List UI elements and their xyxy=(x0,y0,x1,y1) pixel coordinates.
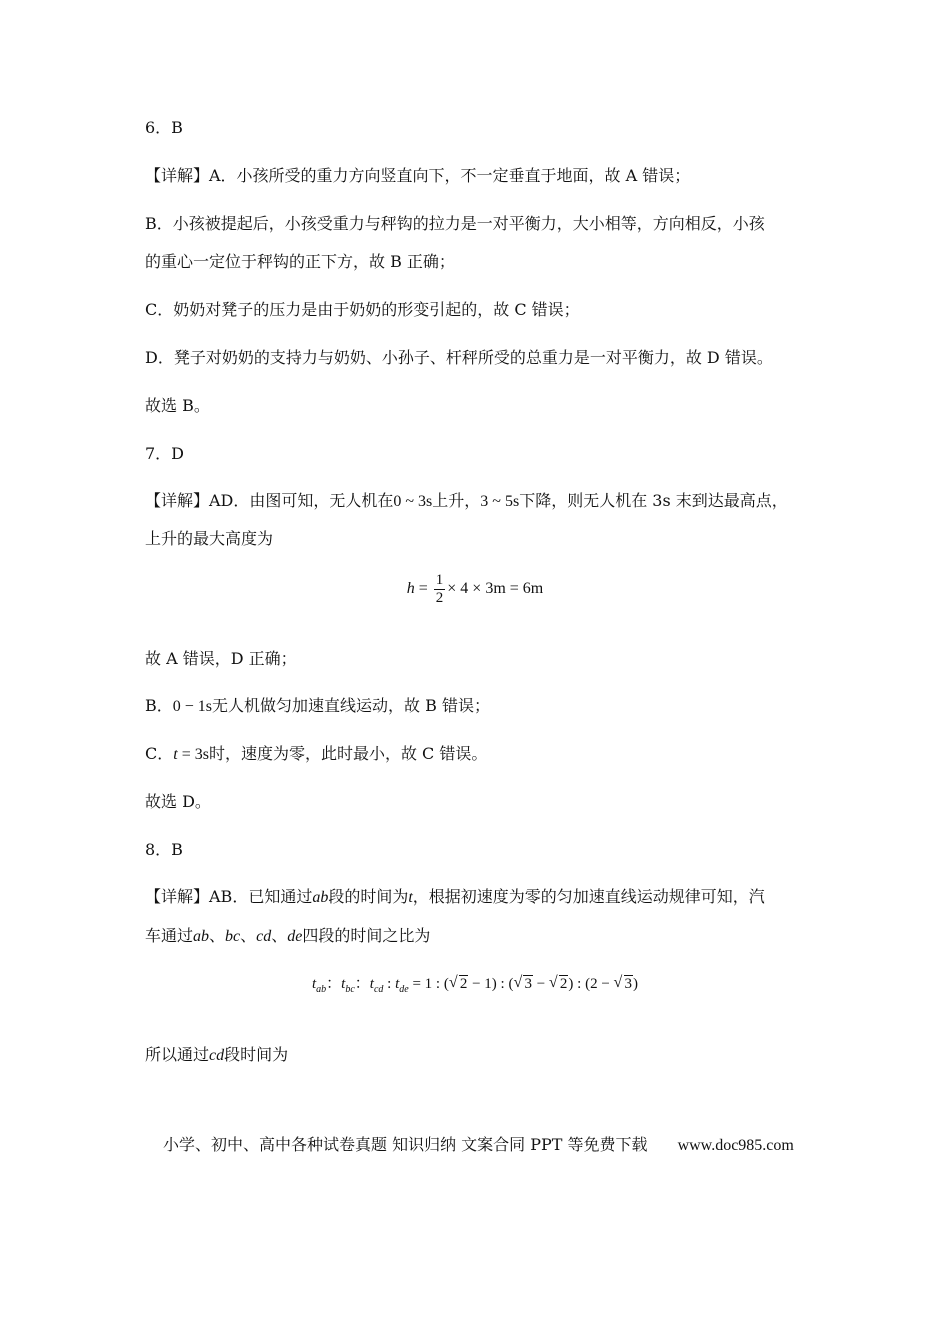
page-footer xyxy=(163,1135,794,1156)
q8-seg-de: de xyxy=(287,928,303,945)
ratio-sep: : xyxy=(383,976,396,992)
q7-text: 下降，则无人机在 3s 末到达最高点， xyxy=(519,491,788,510)
eq-numerator: 1 xyxy=(435,572,444,588)
q6-conclusion: 故选 B。 xyxy=(145,396,210,415)
sqrt-radicand: 3 xyxy=(624,976,633,992)
q7-text: C． xyxy=(145,744,174,763)
q8-seg-ab: ab xyxy=(312,889,329,906)
q8-time-var: t xyxy=(408,889,413,906)
eq-fraction xyxy=(434,572,446,607)
ratio-rhs: ) xyxy=(633,976,639,992)
q6-explanation-b-line2: 的重心一定位于秤钩的正下方，故 B 正确； xyxy=(145,252,455,271)
q7-heading: 7．D xyxy=(145,444,185,463)
ratio-sep: ： xyxy=(326,976,342,992)
ratio-sub: de xyxy=(399,984,409,995)
q8-heading: 8．B xyxy=(145,840,183,859)
sqrt-symbol xyxy=(450,976,469,993)
sqrt-radicand: 3 xyxy=(524,976,532,992)
q7-text: 无人机做匀加速直线运动，故 B 错误； xyxy=(212,696,490,715)
q8-sep: 、 xyxy=(271,926,288,945)
sqrt-symbol xyxy=(615,976,634,993)
q8-seg-cd: cd xyxy=(256,928,272,945)
q7-text: B． xyxy=(145,696,173,715)
ratio-rhs: ) : (2 − xyxy=(568,976,614,992)
q8-seg-cd: cd xyxy=(209,1047,225,1064)
q8-text: 段的时间为 xyxy=(328,887,409,906)
q8-text: ，根据初速度为零的匀加速直线运动规律可知，汽 xyxy=(412,887,765,906)
ratio-sub: cd xyxy=(373,984,384,995)
q8-sep: 、 xyxy=(209,926,226,945)
eq-denominator: 2 xyxy=(435,590,444,606)
q8-explanation-cd xyxy=(145,1045,288,1066)
q7-explanation-ad-line1 xyxy=(145,491,788,512)
ratio-rhs: − 1) : ( xyxy=(468,976,514,992)
q7-interval-rise: 0 ~ 3s xyxy=(393,493,433,510)
q6-explanation-a: 【详解】A．小孩所受的重力方向竖直向下，不一定垂直于地面，故 A 错误； xyxy=(145,166,691,185)
q7-time-value: = 3s xyxy=(177,746,209,763)
q6-explanation-d: D．凳子对奶奶的支持力与奶奶、小孙子、杆秤所受的总重力是一对平衡力，故 D 错误。 xyxy=(145,348,773,367)
q8-sep: 、 xyxy=(240,926,257,945)
q8-seg-ab: ab xyxy=(193,928,210,945)
q8-text: 所以通过 xyxy=(145,1045,210,1064)
q6-explanation-c: C．奶奶对凳子的压力是由于奶奶的形变引起的，故 C 错误； xyxy=(145,300,580,319)
eq-equals: = xyxy=(414,580,432,598)
footer-url-link[interactable]: www.doc985.com xyxy=(677,1137,794,1154)
ratio-sep: ： xyxy=(354,976,370,992)
ratio-t: t xyxy=(395,976,400,992)
ratio-sub: bc xyxy=(345,984,355,995)
eq-height-var: h xyxy=(406,580,415,598)
q8-seg-bc: bc xyxy=(225,928,241,945)
sqrt-symbol xyxy=(514,976,533,993)
q7-text: 【详解】AD．由图可知，无人机在 xyxy=(145,491,394,510)
footer-text: 小学、初中、高中各种试卷真题 知识归纳 文案合同 PPT 等免费下载 xyxy=(163,1135,648,1154)
q8-explanation-ab-line2 xyxy=(145,926,430,947)
sqrt-radicand: 2 xyxy=(459,976,468,992)
sqrt-symbol xyxy=(550,976,569,993)
q7-explanation-b xyxy=(145,696,490,717)
q7-interval-fall: 3 ~ 5s xyxy=(480,493,520,510)
q8-text: 车通过 xyxy=(145,926,194,945)
q7-height-equation xyxy=(0,572,950,607)
ratio-t: t xyxy=(369,976,374,992)
ratio-sub: ab xyxy=(316,984,327,995)
ratio-t: t xyxy=(341,976,346,992)
q7-text: 时，速度为零，此时最小，故 C 错误。 xyxy=(208,744,488,763)
eq-rhs: × 4 × 3m = 6m xyxy=(447,580,544,598)
ratio-rhs: − xyxy=(532,976,549,992)
q7-text: 上升， xyxy=(432,491,481,510)
q8-text: 段时间为 xyxy=(224,1045,289,1064)
ratio-t: t xyxy=(311,976,317,992)
q8-time-ratio-equation xyxy=(0,972,950,995)
ratio-rhs: = 1 : ( xyxy=(408,976,449,992)
q7-explanation-ad-line2: 上升的最大高度为 xyxy=(145,529,274,548)
q7-explanation-c xyxy=(145,744,487,765)
q8-text: 四段的时间之比为 xyxy=(302,926,431,945)
q8-explanation-ab-line1 xyxy=(145,887,765,908)
q6-explanation-b-line1: B．小孩被提起后，小孩受重力与秤钩的拉力是一对平衡力，大小相等，方向相反，小孩 xyxy=(145,214,765,233)
q7-explanation-ad-result: 故 A 错误，D 正确； xyxy=(145,649,297,668)
q7-conclusion: 故选 D。 xyxy=(145,792,211,811)
q7-time-var: t xyxy=(173,746,178,763)
sqrt-radicand: 2 xyxy=(559,976,568,992)
q7-interval-accel: 0 − 1s xyxy=(172,698,213,715)
q6-heading: 6．B xyxy=(145,118,183,137)
q8-text: 【详解】AB．已知通过 xyxy=(145,887,313,906)
